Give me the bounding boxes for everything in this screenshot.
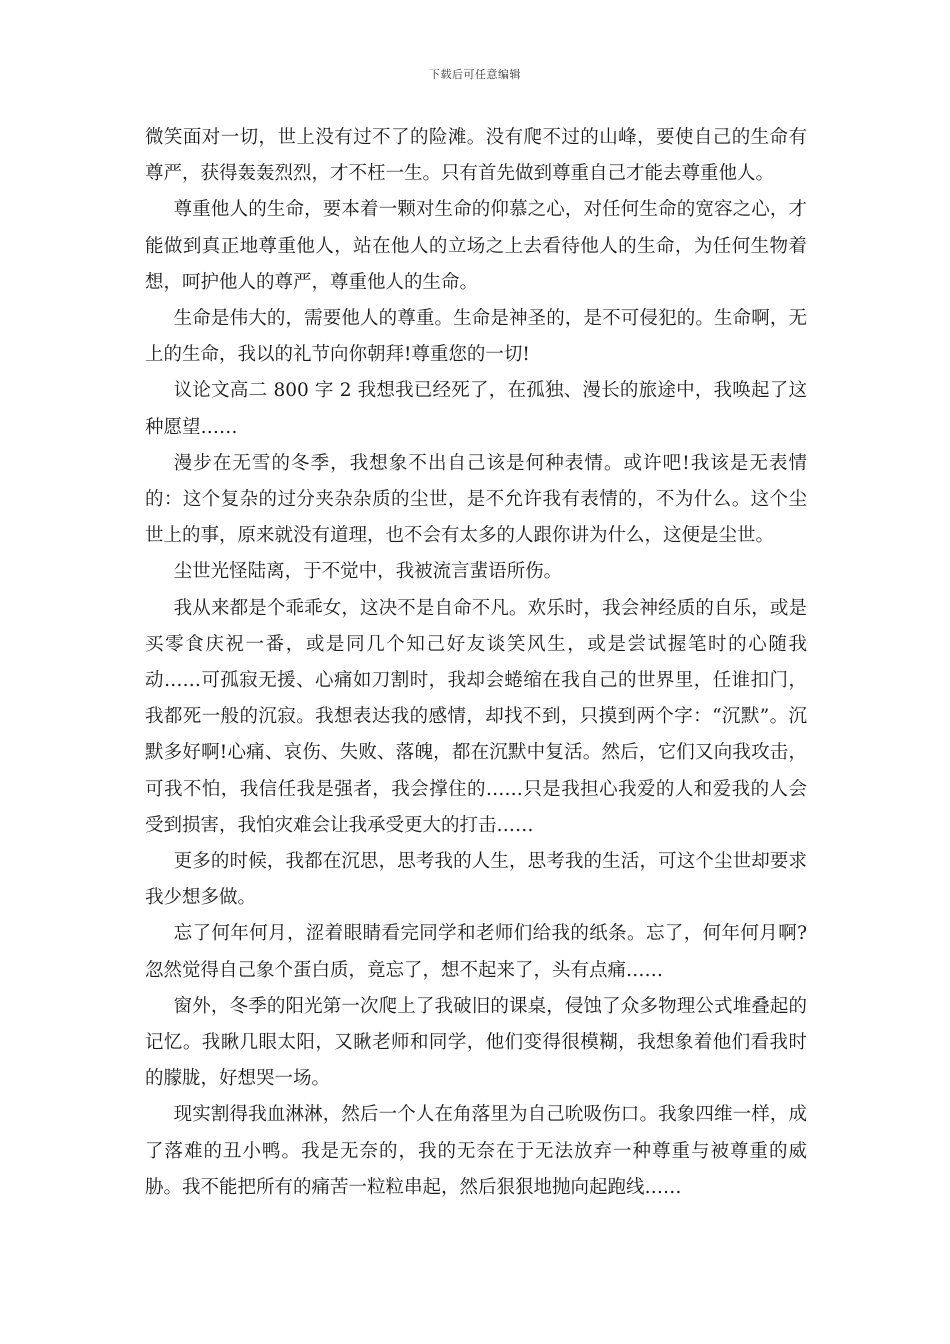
paragraph: 尘世光怪陆离，于不觉中，我被流言蜚语所伤。 (173, 561, 563, 583)
paragraph: 忘了何年何月，涩着眼睛看完同学和老师们给我的纸条。忘了，何年何月啊?忽然觉得自己象个蛋白质，竟忘了，想不起来了，头有点痛…… (145, 923, 807, 981)
paragraph: 议论文高二 800 字 2 我想我已经死了，在孤独、漫长的旅途中，我唤起了这种愿望…… (145, 380, 807, 438)
paragraph: 更多的时候，我都在沉思，思考我的人生，思考我的生活，可这个尘世却要求我少想多做。 (145, 851, 807, 909)
paragraph: 生命是伟大的，需要他人的尊重。生命是神圣的，是不可侵犯的。生命啊，无上的生命，我以的礼节向你朝拜!尊重您的一切! (145, 308, 807, 366)
paragraph: 现实割得我血淋淋，然后一个人在角落里为自己吮吸伤口。我象四维一样，成了落难的丑小鸭。我是无奈的，我的无奈在于无法放弃一种尊重与被尊重的威胁。我不能把所有的痛苦一粒粒串起，然后狠狠地抛向起跑线…… (145, 1104, 807, 1198)
paragraph: 窗外，冬季的阳光第一次爬上了我破旧的课桌，侵蚀了众多物理公式堆叠起的记忆。我瞅几眼太阳，又瞅老师和同学，他们变得很模糊，我想象着他们看我时的朦胧，好想哭一场。 (145, 995, 807, 1090)
paragraph: 我从来都是个乖乖女，这决不是自命不凡。欢乐时，我会神经质的自乐，或是买零食庆祝一番，或是同几个知己好友谈笑风生，或是尝试握笔时的心随我动……可孤寂无援、心痛如刀割时，我却会蜷缩在我自己的世界里，任谁扣门，我都死一般的沉寂。我想表达我的感情，却找不到，只摸到两个字：“沉默”。沉默多好啊!心痛、哀伤、失败、落魄，都在沉默中复活。然后，它们又向我攻击，可我不怕，我信任我是强者，我会撑住的……只是我担心我爱的人和爱我的人会受到损害，我怕灾难会让我承受更大的打击…… (145, 597, 807, 836)
paragraph: 漫步在无雪的冬季，我想象不出自己该是何种表情。或许吧!我该是无表情的：这个复杂的过分夹杂杂质的尘世，是不允许我有表情的，不为什么。这个尘世上的事，原来就没有道理，也不会有太多的人跟你讲为什么，这便是尘世。 (145, 452, 807, 547)
page-header: 下载后可任意编辑 (429, 68, 521, 81)
paragraph: 尊重他人的生命，要本着一颗对生命的仰慕之心，对任何生命的宽容之心，才能做到真正地尊重他人，站在他人的立场之上去看待他人的生命，为任何生物着想，呵护他人的尊严，尊重他人的生命。 (145, 199, 807, 293)
paragraph: 微笑面对一切，世上没有过不了的险滩。没有爬不过的山峰，要使自己的生命有尊严，获得轰轰烈烈，才不枉一生。只有首先做到尊重自己才能去尊重他人。 (145, 127, 807, 185)
document-body (145, 120, 807, 1206)
